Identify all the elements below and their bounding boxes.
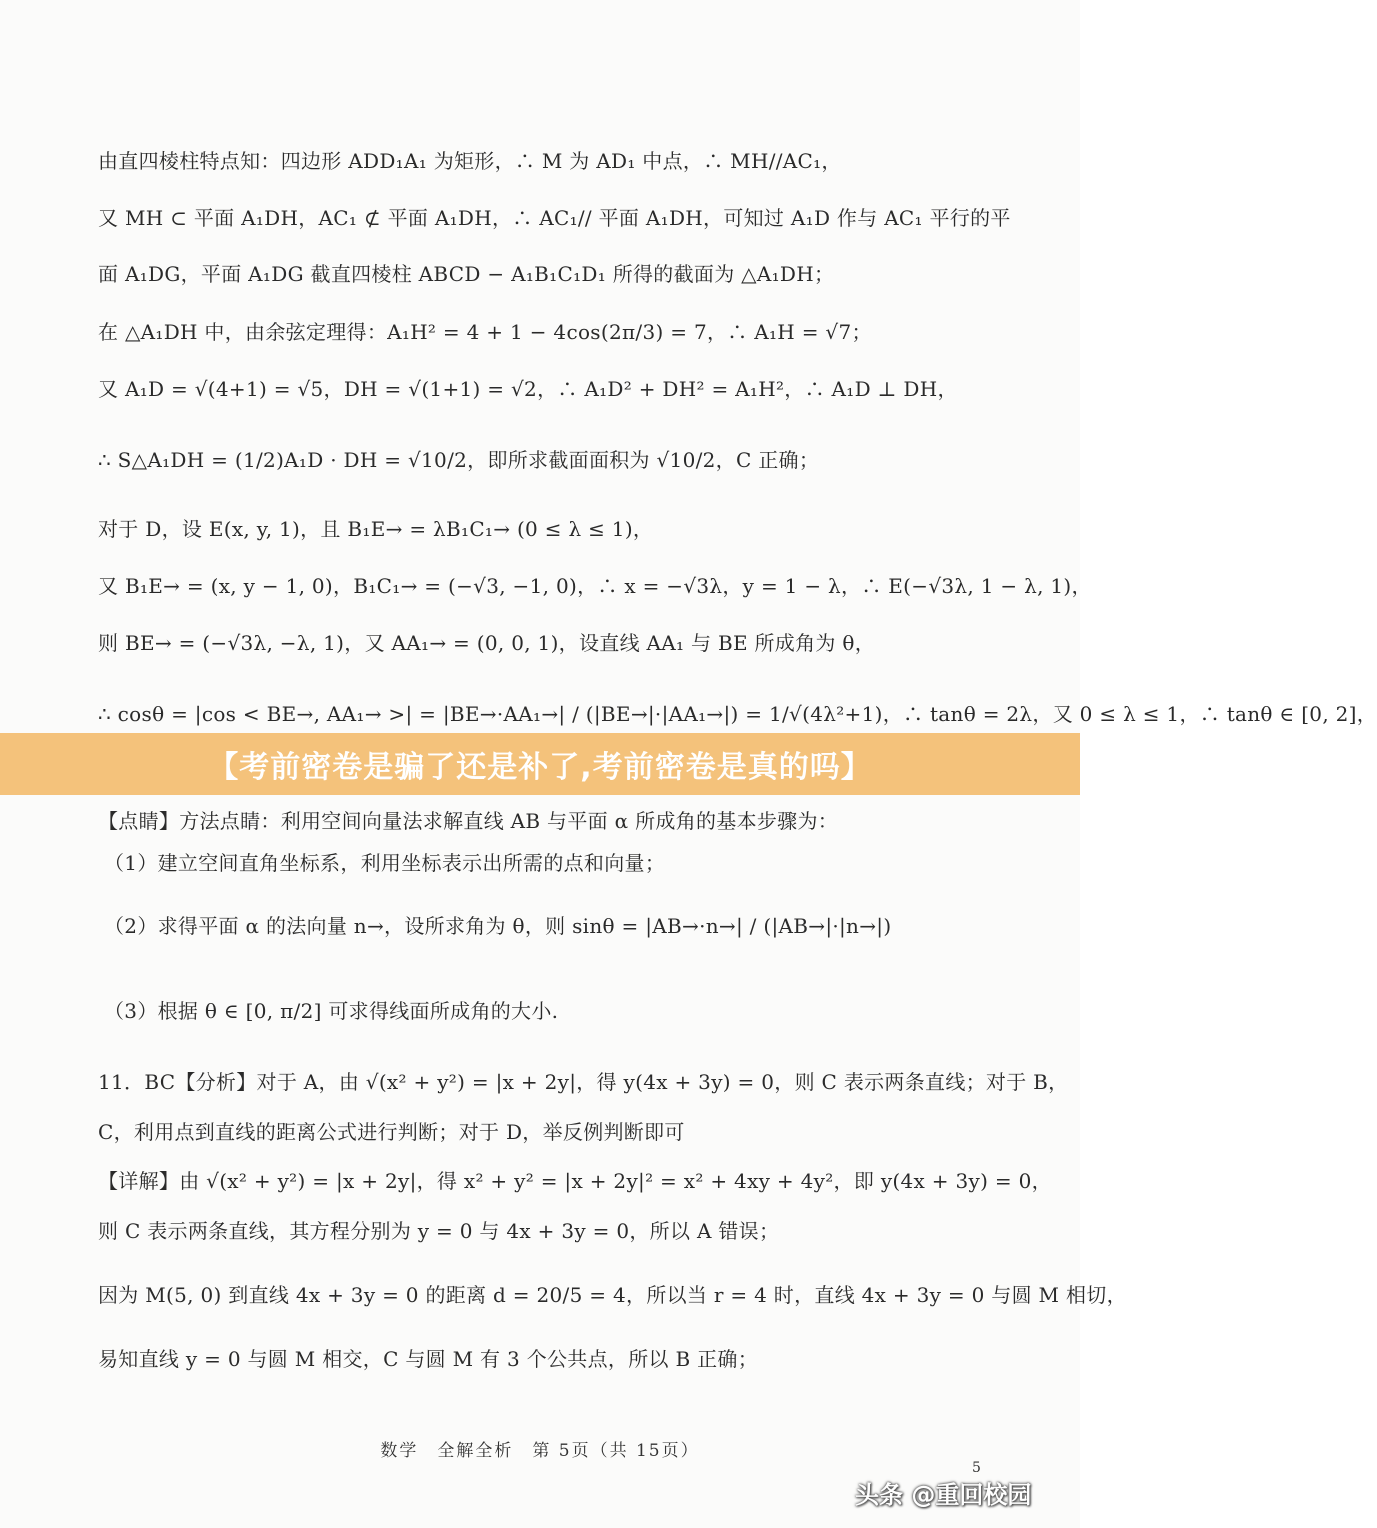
text-line: （3）根据 θ ∈ [0, π/2] 可求得线面所成角的大小. — [104, 999, 559, 1023]
text-line: 因为 M(5, 0) 到直线 4x + 3y = 0 的距离 d = 20/5 = 4，所以当 r = 4 时，直线 4x + 3y = 0 与圆 M 相切， — [98, 1283, 1127, 1307]
text-line: 11．BC【分析】对于 A，由 √(x² + y²) = |x + 2y|，得 y(4x + 3y) = 0，则 C 表示两条直线；对于 B， — [98, 1070, 1069, 1094]
watermark: 头条 @重回校园 — [855, 1481, 1032, 1509]
title-banner[interactable] — [0, 733, 1080, 795]
text-line: 对于 D，设 E(x, y, 1)，且 B₁E→ = λB₁C₁→ (0 ≤ λ ≤ 1)， — [98, 517, 654, 541]
page-number: 5 — [972, 1460, 981, 1476]
page-footer: 数学 全解全析 第 5页（共 15页） — [380, 1441, 700, 1461]
text-line: 易知直线 y = 0 与圆 M 相交，C 与圆 M 有 3 个公共点，所以 B 正确； — [98, 1347, 759, 1371]
text-line: C，利用点到直线的距离公式进行判断；对于 D，举反例判断即可 — [98, 1120, 685, 1144]
text-line: 【详解】由 √(x² + y²) = |x + 2y|，得 x² + y² = |x + 2y|² = x² + 4xy + 4y²，即 y(4x + 3y) = 0， — [98, 1169, 1052, 1193]
text-line: 又 MH ⊂ 平面 A₁DH，AC₁ ⊄ 平面 A₁DH，∴ AC₁// 平面 A₁DH，可知过 A₁D 作与 AC₁ 平行的平 — [98, 206, 1011, 230]
text-line: 则 BE→ = (−√3λ, −λ, 1)，又 AA₁→ = (0, 0, 1)，设直线 AA₁ 与 BE 所成角为 θ， — [98, 631, 876, 655]
text-line: （1）建立空间直角坐标系，利用坐标表示出所需的点和向量； — [104, 851, 666, 875]
text-line: 面 A₁DG，平面 A₁DG 截直四棱柱 ABCD − A₁B₁C₁D₁ 所得的截面为 △A₁DH； — [98, 262, 835, 286]
banner-title: 【考前密卷是骗了还是补了,考前密卷是真的吗】 — [208, 750, 872, 785]
text-line: ∴ S△A₁DH = (1/2)A₁D · DH = √10/2，即所求截面面积为 √10/2，C 正确； — [98, 448, 820, 472]
text-line: 又 A₁D = √(4+1) = √5，DH = √(1+1) = √2，∴ A₁D² + DH² = A₁H²，∴ A₁D ⊥ DH， — [98, 377, 958, 401]
text-line: 在 △A₁DH 中，由余弦定理得：A₁H² = 4 + 1 − 4cos(2π/3) = 7，∴ A₁H = √7； — [98, 320, 872, 344]
text-line: 又 B₁E→ = (x, y − 1, 0)，B₁C₁→ = (−√3, −1, 0)，∴ x = −√3λ，y = 1 − λ，∴ E(−√3λ, 1 − λ, 1)， — [98, 574, 1092, 598]
text-line: （2）求得平面 α 的法向量 n→，设所求角为 θ，则 sinθ = |AB→·n→| / (|AB→|·|n→|) — [104, 914, 892, 938]
text-line: 则 C 表示两条直线，其方程分别为 y = 0 与 4x + 3y = 0，所以 A 错误； — [98, 1219, 780, 1243]
text-line: 【点睛】方法点睛：利用空间向量法求解直线 AB 与平面 α 所成角的基本步骤为： — [98, 809, 839, 833]
text-line: 由直四棱柱特点知：四边形 ADD₁A₁ 为矩形，∴ M 为 AD₁ 中点，∴ MH//AC₁， — [98, 149, 842, 173]
text-line: ∴ cosθ = |cos < BE→, AA₁→ >| = |BE→·AA₁→| / (|BE→|·|AA₁→|) = 1/√(4λ²+1)，∴ tanθ = 2λ，又 0 ≤ λ ≤ 1，∴ tanθ ∈ [0, 2]， — [98, 702, 1377, 726]
